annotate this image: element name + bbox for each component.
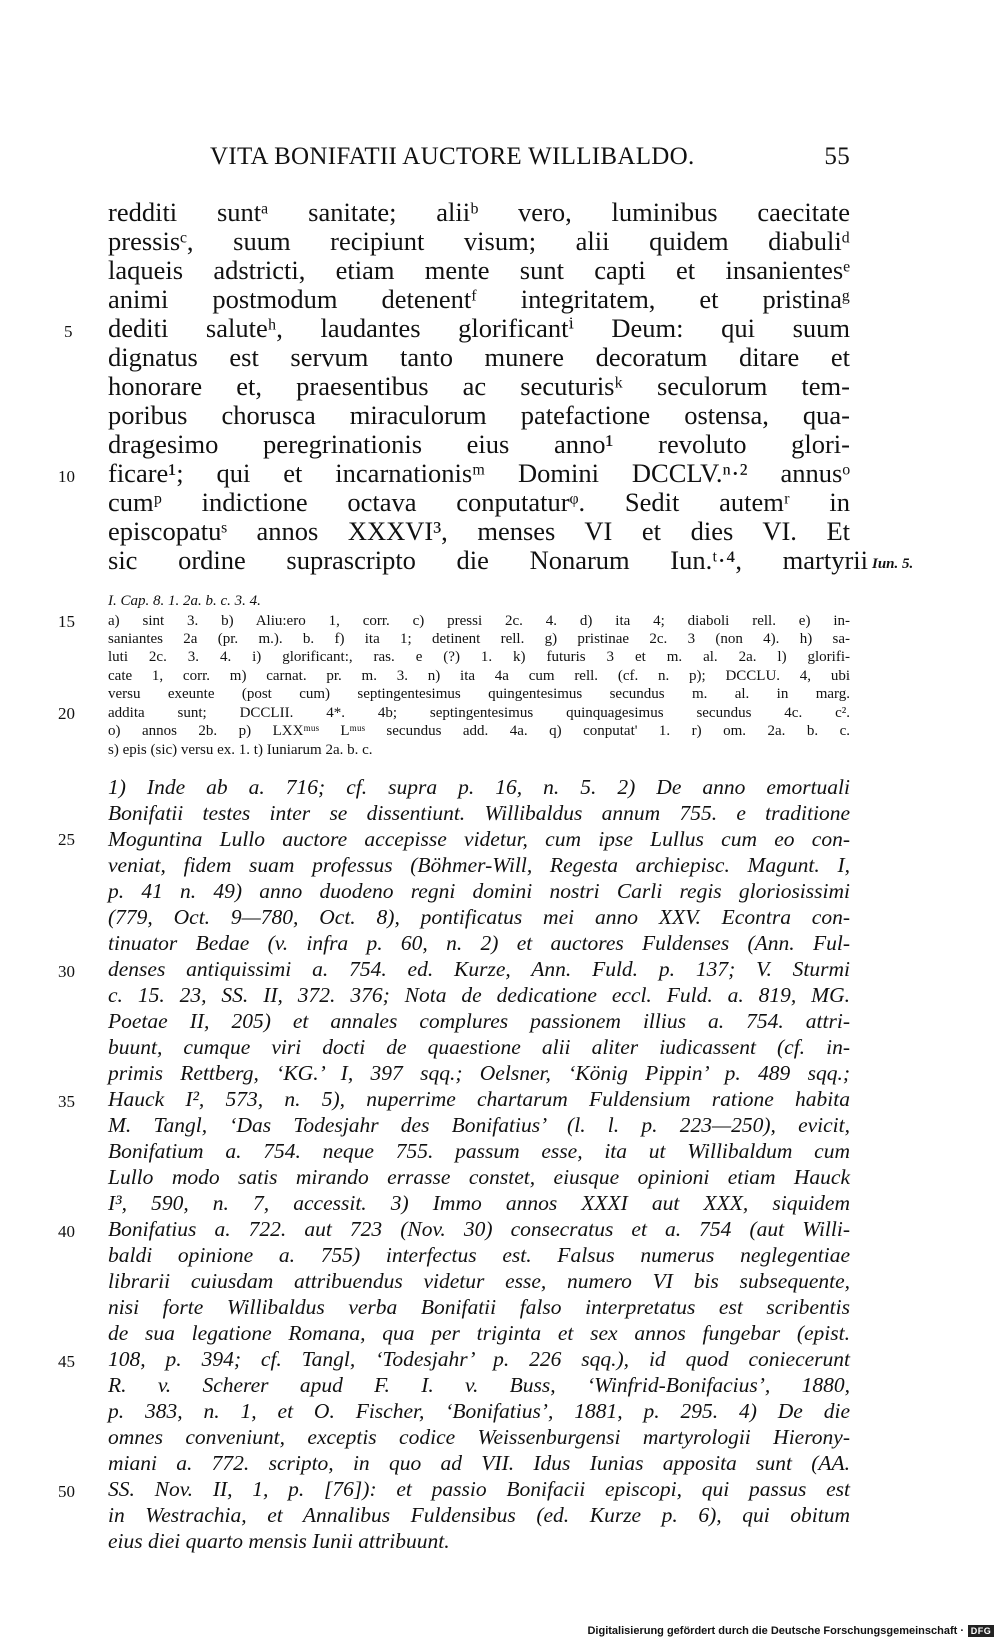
footnote-line: Hauck I², 573, n. 5), nuperrime chartarum Fuldensium ratione habita — [108, 1087, 850, 1111]
apparatus-line: a) sint 3. b) Aliu:ero 1, corr. c) pressi 2c. 4. d) ita 4; diaboli rell. e) in- — [108, 613, 850, 629]
footnote-line: miani a. 772. scripto, in quo ad VII. Idus Iunias apposita sunt (AA. — [108, 1451, 850, 1475]
dfg-logo-icon: DFG — [968, 1625, 994, 1637]
footnote-line: R. v. Scherer apud F. I. v. Buss, ‘Winfrid-Bonifacius’, 1880, — [108, 1373, 850, 1397]
footnote-line: Moguntina Lullo auctore accepisse videtur, cum ipse Lullus cum eo con- — [108, 827, 850, 851]
line-number: 5 — [64, 322, 73, 341]
line-number: 10 — [58, 467, 75, 486]
footnote-line: M. Tangl, ‘Das Todesjahr des Bonifatius’ (l. l. p. 223—250), evicit, — [108, 1113, 850, 1137]
text-line: sic ordine suprascripto die Nonarum Iun.ᵗ·⁴, martyrii — [108, 545, 868, 575]
footnote-line: nisi forte Willibaldus verba Bonifatii falso interpretatus est scribentis — [108, 1295, 850, 1319]
apparatus-line: o) annos 2b. p) LXXᵐᵘˢ Lᵐᵘˢ secundus add. 4a. q) conputat' 1. r) om. 2a. b. c. — [108, 723, 850, 739]
footnote-line: veniat, fidem suam professus (Böhmer-Will, Regesta archiepisc. Magunt. I, — [108, 853, 850, 877]
footnote-line: Bonifatii testes inter se dissentiunt. Willibaldus annum 755. e traditione — [108, 801, 850, 825]
footnote-line: eius diei quarto mensis Iunii attribuunt. — [108, 1529, 450, 1553]
running-title: VITA BONIFATII AUCTORE WILLIBALDO. — [210, 143, 695, 170]
footnote-line: omnes conveniunt, exceptis codice Weissenburgensi martyrologii Hierony- — [108, 1425, 850, 1449]
text-line: pressisᶜ, suum recipiunt visum; alii quidem diabuliᵈ — [108, 226, 850, 256]
line-number: 45 — [58, 1352, 75, 1371]
footnote-line: 108, p. 394; cf. Tangl, ‘Todesjahr’ p. 226 sqq.), id quod coniecerunt — [108, 1347, 850, 1371]
footnote-line: I³, 590, n. 7, accessit. 3) Immo annos XXXI aut XXX, siquidem — [108, 1191, 850, 1215]
apparatus-line: I. Cap. 8. 1. 2a. b. c. 3. 4. — [108, 593, 261, 609]
text-line: ficare¹; qui et incarnationisᵐ Domini DCCLV.ⁿ·² annusᵒ — [108, 458, 850, 488]
footer-text: Digitalisierung gefördert durch die Deutsche Forschungsgemeinschaft · — [587, 1625, 964, 1637]
line-number: 50 — [58, 1482, 75, 1501]
footnote-line: Poetae II, 205) et annales complures passionem illius a. 754. attri- — [108, 1009, 850, 1033]
line-number: 35 — [58, 1092, 75, 1111]
text-line: dragesimo peregrinationis eius anno¹ revoluto glori- — [108, 429, 850, 459]
text-line: redditi suntᵃ sanitate; aliiᵇ vero, luminibus caecitate — [108, 197, 850, 227]
footnote-line: denses antiquissimi a. 754. ed. Kurze, Ann. Fuld. p. 137; V. Sturmi — [108, 957, 850, 981]
footnote-line: c. 15. 23, SS. II, 372. 376; Nota de dedicatione eccl. Fuld. a. 819, MG. — [108, 983, 850, 1007]
apparatus-line: cate 1, corr. m) carnat. pr. m. 3. n) ita 4a cum rell. (cf. n. p); DCCLU. 4, ubi — [108, 668, 850, 684]
footnote-line: primis Rettberg, ‘KG.’ I, 397 sqq.; Oelsner, ‘König Pippin’ p. 489 sqq.; — [108, 1061, 850, 1085]
text-line: honorare et, praesentibus ac secuturisᵏ seculorum tem- — [108, 371, 850, 401]
running-header — [210, 143, 850, 175]
footnote-line: p. 41 n. 49) anno duodeno regni domini nostri Carli regis gloriosissimi — [108, 879, 850, 903]
page-number: 55 — [824, 143, 850, 170]
line-number: 30 — [58, 962, 75, 981]
apparatus-line: luti 2c. 3. 4. i) glorificant:, ras. e (?) 1. k) futuris 3 et m. al. 2a. l) glorifi- — [108, 649, 850, 665]
footnote-line: de sua legatione Romana, qua per triginta et sex annos fungebar (epist. — [108, 1321, 850, 1345]
footnote-line: SS. Nov. II, 1, p. [76]): et passio Bonifacii episcopi, qui passus est — [108, 1477, 850, 1501]
footnote-line: (779, Oct. 9—780, Oct. 8), pontificatus mei anno XXV. Econtra con- — [108, 905, 850, 929]
footnote-line: Bonifatius a. 722. aut 723 (Nov. 30) consecratus et a. 754 (aut Willi- — [108, 1217, 850, 1241]
text-line: poribus chorusca miraculorum patefactione ostensa, qua- — [108, 400, 850, 430]
footnote-line: baldi opinione a. 755) interfectus est. Falsus numerus neglegentiae — [108, 1243, 850, 1267]
footnote-line: p. 383, n. 1, et O. Fischer, ‘Bonifatius’, 1881, p. 295. 4) De die — [108, 1399, 850, 1423]
line-number: 25 — [58, 830, 75, 849]
text-line: episcopatuˢ annos XXXVI³, menses VI et dies VI. Et — [108, 516, 850, 546]
line-number: 15 — [58, 612, 75, 631]
text-line: cumᵖ indictione octava conputaturᵠ. Sedit autemʳ in — [108, 487, 850, 517]
footnote-line: Bonifatium a. 754. neque 755. passum esse, ita ut Willibaldum cum — [108, 1139, 850, 1163]
footnote-line: Lullo modo satis mirando errasse constet, eiusque opinioni etiam Hauck — [108, 1165, 850, 1189]
apparatus-line: addita sunt; DCCLII. 4*. 4b; septingentesimus quinquagesimus secundus 4c. c². — [108, 705, 850, 721]
footnote-line: in Westrachia, et Annalibus Fuldensibus (ed. Kurze p. 6), qui obitum — [108, 1503, 850, 1527]
text-line: dignatus est servum tanto munere decoratum ditare et — [108, 342, 850, 372]
apparatus-line: saniantes 2a (pr. m.). b. f) ita 1; detinent rell. g) pristinae 2c. 3 (non 4). h) sa- — [108, 631, 850, 647]
footnote-line: tinuator Bedae (v. infra p. 60, n. 2) et auctores Fuldenses (Ann. Ful- — [108, 931, 850, 955]
apparatus-line: versu exeunte (post cum) septingentesimus quingentesimus secundus m. al. in marg. — [108, 686, 850, 702]
margin-note: Iun. 5. — [872, 556, 914, 572]
footnote-line: 1) Inde ab a. 716; cf. supra p. 16, n. 5. 2) De anno emortuali — [108, 775, 850, 799]
text-line: laqueis adstricti, etiam mente sunt capti et insanientesᵉ — [108, 255, 850, 285]
apparatus-line: s) epis (sic) versu ex. 1. t) Iuniarum 2a. b. c. — [108, 742, 373, 758]
digitization-footer — [587, 1625, 994, 1637]
text-line: dediti saluteʰ, laudantes glorificantⁱ Deum: qui suum — [108, 313, 850, 343]
line-number: 20 — [58, 704, 75, 723]
line-number: 40 — [58, 1222, 75, 1241]
footnote-line: buunt, cumque viri docti de quaestione alii aliter iudicassent (cf. in- — [108, 1035, 850, 1059]
text-line: animi postmodum detenentᶠ integritatem, et pristinaᵍ — [108, 284, 850, 314]
footnote-line: librarii cuiusdam attribuendus videtur esse, numero VI bis subsequente, — [108, 1269, 850, 1293]
